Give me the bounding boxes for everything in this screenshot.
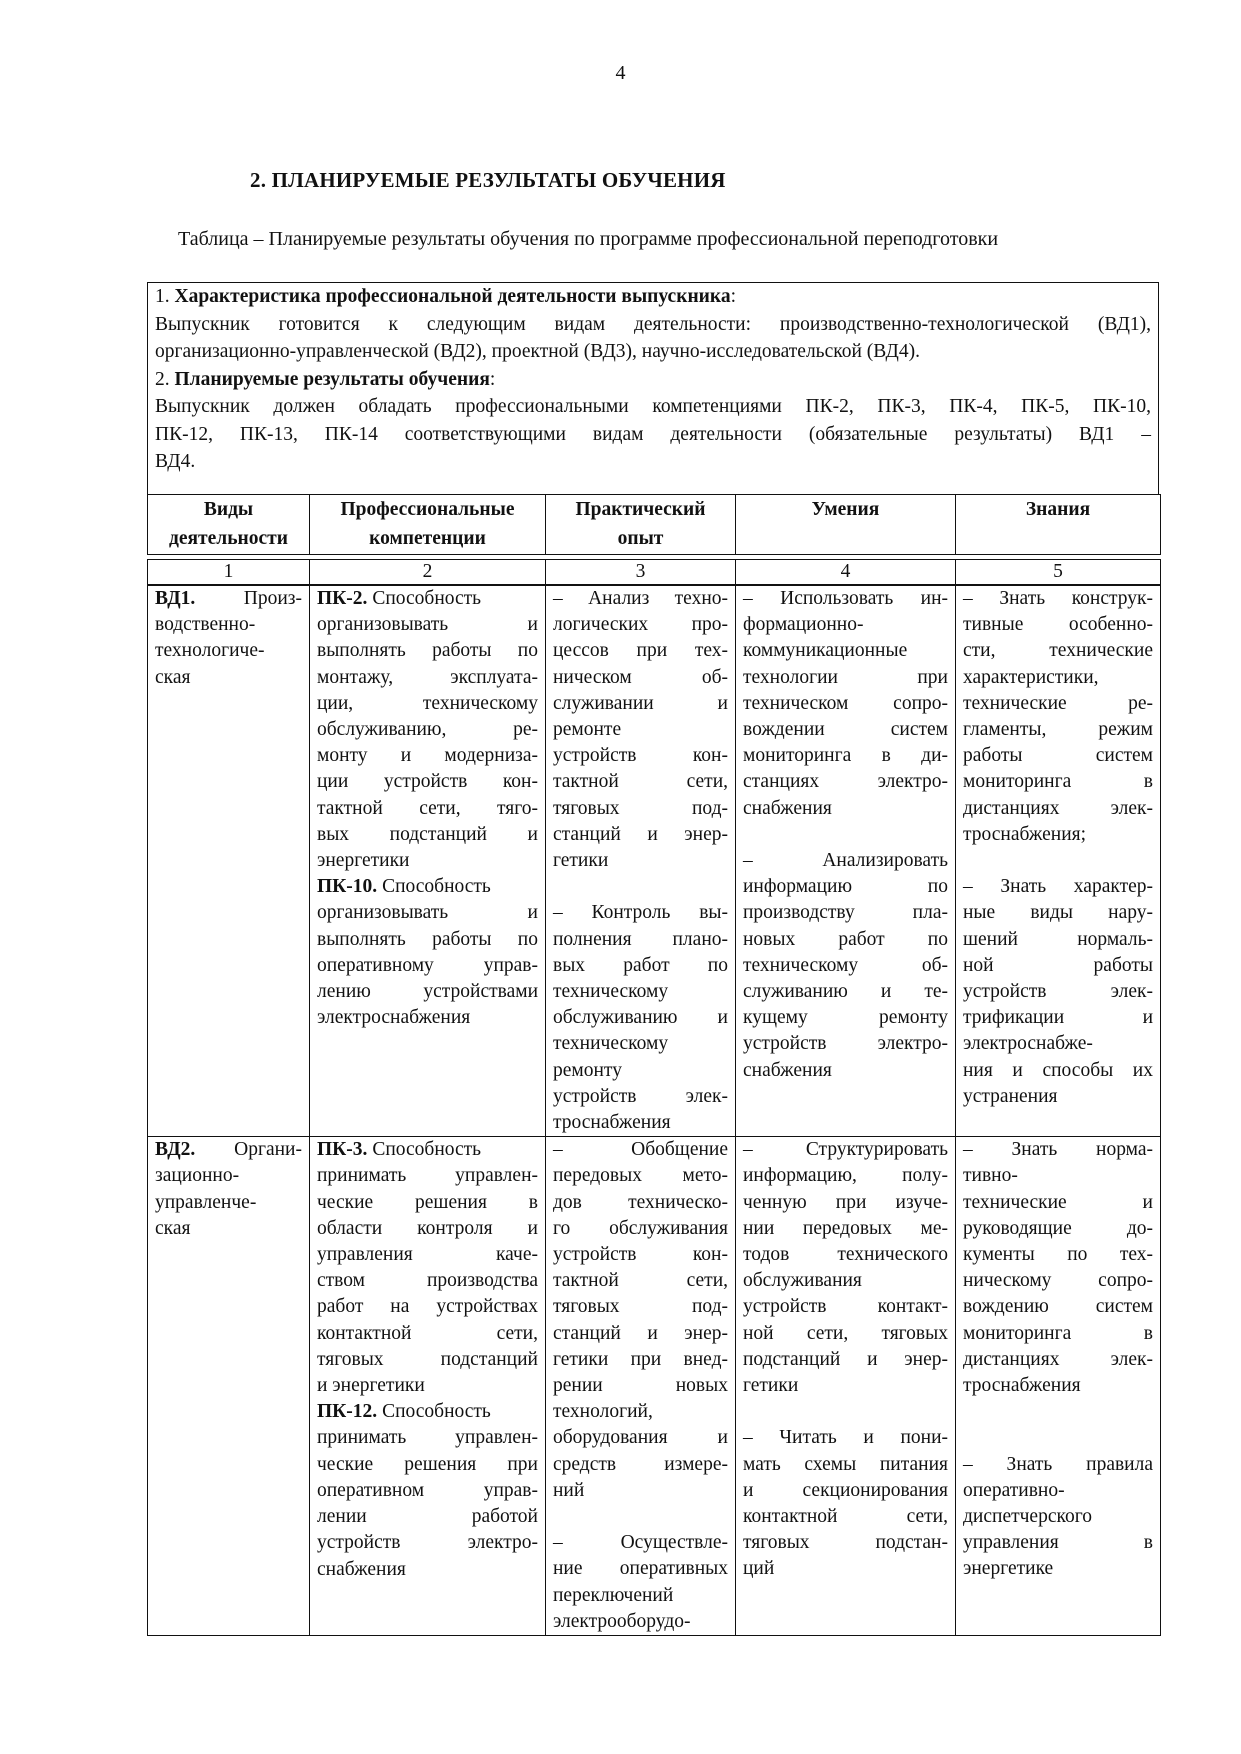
cell-text-line: шений нормаль- <box>963 928 1153 950</box>
knowledge-cell <box>956 586 1161 1137</box>
competence-text-line: принимать управлен- <box>317 1427 538 1449</box>
competence-text-line: оперативному управ- <box>317 954 538 976</box>
cell-text-line: – Знать правила <box>963 1453 1153 1475</box>
cell-text-line: сти, технические <box>963 640 1153 662</box>
cell-text-line: обслуживания <box>743 1270 862 1292</box>
table-caption: Таблица – Планируемые результаты обучения по программе профессиональной переподготовки <box>178 228 999 250</box>
cell-text-line: передовых мето- <box>553 1165 728 1187</box>
cell-text-line: обслуживанию и <box>553 1007 728 1029</box>
cell-text-line: тивные особенно- <box>963 614 1153 636</box>
cell-text-line: гетики при внед- <box>553 1348 728 1370</box>
paragraph-gap <box>963 848 1153 874</box>
cell-text-line: вождению систем <box>963 1296 1153 1318</box>
activity-name-part: Органи- <box>195 1139 302 1161</box>
header-practical-experience: Практический опыт <box>546 495 736 555</box>
cell-text-line: рении новых <box>553 1375 728 1397</box>
cell-text-line: мать схемы питания <box>743 1453 948 1475</box>
column-number: 2 <box>310 560 546 585</box>
competence-text-line: снабжения <box>317 1558 406 1580</box>
cell-text-line: кументы по тех- <box>963 1244 1153 1266</box>
item1-number: 1. <box>155 286 175 307</box>
cell-text-line: снабжения <box>743 797 832 819</box>
competence-text-line: ции устройств кон- <box>317 771 538 793</box>
competence-text-line: лении работой <box>317 1506 538 1528</box>
cell-text-line: служивании и <box>553 692 728 714</box>
page-number: 4 <box>615 62 626 84</box>
cell-text-line: информацию по <box>743 876 948 898</box>
cell-text-line: коммуникационные <box>743 640 908 662</box>
column-number: 5 <box>956 560 1161 585</box>
cell-text-line: – Использовать ин- <box>743 588 948 609</box>
cell-text-line: гламенты, режим <box>963 719 1153 741</box>
competence-text-line: ческие решения при <box>317 1453 538 1475</box>
cell-text-line: служиванию и те- <box>743 981 948 1003</box>
cell-text-line: станциях электро- <box>743 771 948 793</box>
cell-text-line: ническом об- <box>553 666 728 688</box>
cell-text-line: – Знать норма- <box>963 1139 1153 1161</box>
cell-text-line: – Анализ техно- <box>553 588 728 609</box>
cell-text-line: ническому сопро- <box>963 1270 1153 1292</box>
competence-text-line: тактной сети, тяго- <box>317 797 538 819</box>
cell-text-line: оборудования и <box>553 1427 728 1449</box>
knowledge-cell <box>956 1137 1161 1636</box>
cell-text-line: ремонту <box>553 1059 622 1081</box>
cell-text-line: полнения плано- <box>553 928 728 950</box>
cell-text-line: троснабжения <box>553 1112 671 1134</box>
cell-text-line: ные виды нару- <box>963 902 1153 924</box>
cell-text-line: мониторинга в <box>963 1322 1153 1344</box>
competence-text-line: выполнять работы по <box>317 640 538 662</box>
cell-text-line: тивно- <box>963 1165 1018 1187</box>
cell-text-line: дистанциях элек- <box>963 1348 1153 1370</box>
activity-name-line: ская <box>155 666 191 688</box>
competences-cell <box>310 586 546 1137</box>
cell-text-line: – Осуществле- <box>553 1532 728 1554</box>
competence-first-line <box>317 1137 538 1163</box>
cell-text-line: устройств элек- <box>963 981 1153 1003</box>
competence-text-line: организовывать и <box>317 614 538 636</box>
cell-text-line: информацию, полу- <box>743 1165 948 1187</box>
item2-colon: : <box>489 368 496 390</box>
cell-text-line: оперативно- <box>963 1479 1065 1501</box>
cell-text-line: техническому <box>553 981 669 1003</box>
competence-text-line: вых подстанций и <box>317 823 538 845</box>
cell-text-line: троснабжения; <box>963 823 1087 845</box>
cell-text-line: цессов при тех- <box>553 640 728 662</box>
item2-text-line: ВД4. <box>155 451 196 472</box>
cell-text-line: вых работ по <box>553 954 728 976</box>
item2-text-line: Выпускник должен обладать профессиональными компетенциями ПК-2, ПК-3, ПК-4, ПК-5, ПК-10, <box>155 396 1151 417</box>
activity-name-line: водственно- <box>155 614 256 636</box>
cell-text-line: ций <box>743 1558 775 1580</box>
cell-text-line: ной работы <box>963 954 1153 976</box>
cell-text-line: тактной сети, <box>553 771 728 793</box>
cell-text-line: переключений <box>553 1584 674 1606</box>
cell-text-line: устранения <box>963 1085 1058 1107</box>
cell-text-line: технические ре- <box>963 692 1153 714</box>
skills-cell <box>736 586 956 1137</box>
competence-text-line: контактной сети, <box>317 1322 538 1344</box>
competence-text-line: ческие решения в <box>317 1191 538 1213</box>
cell-text-line: тяговых под- <box>553 797 728 819</box>
activity-code: ВД1. <box>155 588 196 609</box>
cell-text-line: – Обобщение <box>553 1139 728 1161</box>
cell-text-line: – Читать и пони- <box>743 1427 948 1449</box>
competence-text-line: энергетики <box>317 850 410 872</box>
results-table-body <box>147 585 1161 1636</box>
cell-text-line: устройств контакт- <box>743 1296 948 1318</box>
cell-text-line: устройств элек- <box>553 1085 728 1107</box>
cell-text-line: логических про- <box>553 614 728 636</box>
paragraph-gap <box>553 1504 728 1530</box>
cell-text-line: тодов технического <box>743 1244 948 1266</box>
competence-text-line: ции, техническому <box>317 692 538 714</box>
competence-text-line: обслуживанию, ре- <box>317 719 538 741</box>
competence-text: Способность <box>367 1139 482 1161</box>
competence-code: ПК-12. <box>317 1401 378 1423</box>
item2-heading-line <box>155 366 1151 394</box>
cell-text-line: троснабжения <box>963 1375 1081 1397</box>
competence-code: ПК-3. <box>317 1139 368 1161</box>
cell-text-line: – Знать конструк- <box>963 588 1153 609</box>
competence-text-line: монту и модерниза- <box>317 745 538 767</box>
cell-text-line: ной сети, тяговых <box>743 1322 948 1344</box>
activity-name-line: технологиче- <box>155 640 265 662</box>
competence-text-line: электроснабжения <box>317 1007 471 1029</box>
competence-text-line: выполнять работы по <box>317 928 538 950</box>
competence-first-line <box>317 586 538 612</box>
cell-text-line: вождении систем <box>743 719 948 741</box>
competence-text-line: работ на устройствах <box>317 1296 538 1318</box>
activity-first-line <box>155 586 302 612</box>
competence-text-line: управления каче- <box>317 1244 538 1266</box>
competences-cell <box>310 1137 546 1636</box>
cell-text-line: – Структурировать <box>743 1139 948 1161</box>
competence-text: Способность <box>377 1401 491 1423</box>
item2-text-line: ПК-12, ПК-13, ПК-14 соответствующими видам деятельности (обязательные результаты) ВД1 – <box>155 423 1151 445</box>
cell-text-line: техническом сопро- <box>743 692 948 714</box>
cell-text-line: руководящие до- <box>963 1217 1153 1239</box>
cell-text-line: трификации и <box>963 1007 1153 1029</box>
cell-text-line: работы систем <box>963 745 1153 767</box>
cell-text-line: – Знать характер- <box>963 876 1153 898</box>
header-professional-competences: Профессиональные компетенции <box>310 495 546 555</box>
competence-first-line <box>317 1399 538 1425</box>
competence-text-line: организовывать и <box>317 902 538 924</box>
cell-text-line: – Контроль вы- <box>553 902 728 924</box>
cell-text-line: технологии при <box>743 666 948 688</box>
paragraph-gap <box>553 874 728 900</box>
cell-text-line: управления в <box>963 1532 1153 1554</box>
cell-text-line: гетики <box>553 850 609 872</box>
competence-text: Способность <box>377 876 491 898</box>
cell-text-line: техническому <box>553 1033 669 1055</box>
paragraph-gap <box>963 1425 1153 1451</box>
cell-text-line: технические и <box>963 1191 1153 1213</box>
cell-text-line: характеристики, <box>963 666 1099 688</box>
cell-text-line: контактной сети, <box>743 1506 948 1528</box>
paragraph-gap <box>743 822 948 848</box>
cell-text-line: мониторинга в ди- <box>743 745 948 767</box>
practical-experience-cell <box>546 586 736 1137</box>
competence-text-line: области контроля и <box>317 1217 538 1239</box>
competence-text-line: принимать управлен- <box>317 1165 538 1187</box>
cell-text-line: технологий, <box>553 1401 653 1423</box>
cell-text-line: подстанций и энер- <box>743 1348 948 1370</box>
activity-type-cell <box>148 586 310 1137</box>
competence-text-line: оперативном управ- <box>317 1479 538 1501</box>
item1-heading-line <box>155 283 1151 311</box>
competence-text-line: и энергетики <box>317 1375 425 1397</box>
competence-text: Способность <box>367 588 482 609</box>
cell-text-line: кущему ремонту <box>743 1007 948 1029</box>
cell-text-line: тактной сети, <box>553 1270 728 1292</box>
cell-text-line: формационно- <box>743 614 864 636</box>
item1-text-line: организационно-управленческой (ВД2), проектной (ВД3), научно-исследовательской (ВД4). <box>155 341 920 362</box>
item2-heading: Планируемые результаты обучения <box>174 368 490 390</box>
cell-text-line: мониторинга в <box>963 771 1153 793</box>
header-skills: Умения <box>736 495 956 555</box>
cell-text-line: гетики <box>743 1375 799 1397</box>
program-characteristics-box <box>147 282 1159 494</box>
item1-text-line: Выпускник готовится к следующим видам деятельности: производственно-технологической (ВД1), <box>155 313 1151 335</box>
activity-name-line: зационно- <box>155 1165 240 1187</box>
cell-text-line: техническому об- <box>743 954 948 976</box>
cell-text-line: ние оперативных <box>553 1558 728 1580</box>
table-row <box>148 586 1161 1137</box>
cell-text-line: устройств кон- <box>553 745 728 767</box>
cell-text-line: ченную при изуче- <box>743 1191 948 1213</box>
cell-text-line: дистанциях элек- <box>963 797 1153 819</box>
header-knowledge: Знания <box>956 495 1161 555</box>
item1-heading: Характеристика профессиональной деятельности выпускника <box>174 286 731 307</box>
column-numbers-row <box>147 559 1161 585</box>
cell-text-line: ремонте <box>553 719 622 741</box>
cell-text-line: дов техническо- <box>553 1191 728 1213</box>
cell-text-line: производству пла- <box>743 902 948 924</box>
item1-colon: : <box>730 286 737 307</box>
cell-text-line: – Анализировать <box>743 850 948 872</box>
activity-first-line <box>155 1137 302 1163</box>
competence-text-line: лению устройствами <box>317 981 538 1003</box>
competence-text-line: ством производства <box>317 1270 538 1292</box>
cell-text-line: го обслуживания <box>553 1217 728 1239</box>
column-number: 4 <box>736 560 956 585</box>
cell-text-line: новых работ по <box>743 928 948 950</box>
cell-text-line: устройств кон- <box>553 1244 728 1266</box>
cell-text-line: тяговых под- <box>553 1296 728 1318</box>
cell-text-line: устройств электро- <box>743 1033 948 1055</box>
competence-code: ПК-10. <box>317 876 378 898</box>
cell-text-line: нии передовых ме- <box>743 1217 948 1239</box>
section-title: 2. ПЛАНИРУЕМЫЕ РЕЗУЛЬТАТЫ ОБУЧЕНИЯ <box>250 168 726 192</box>
cell-text-line: электрооборудо- <box>553 1610 691 1632</box>
competence-first-line <box>317 874 538 900</box>
activity-name-part: Произ- <box>195 588 302 609</box>
table-row <box>148 1137 1161 1636</box>
competence-text-line: монтажу, эксплуата- <box>317 666 538 688</box>
cell-text-line: тяговых подстан- <box>743 1532 948 1554</box>
activity-name-line: ская <box>155 1217 191 1239</box>
cell-text-line: энергетике <box>963 1558 1054 1580</box>
cell-text-line: и секционирования <box>743 1479 948 1501</box>
cell-text-line: станций и энер- <box>553 823 728 845</box>
cell-text-line: электроснабже- <box>963 1033 1093 1055</box>
cell-text-line: средств измере- <box>553 1453 728 1475</box>
activity-code: ВД2. <box>155 1139 196 1161</box>
competence-text-line: устройств электро- <box>317 1532 538 1554</box>
column-number: 1 <box>148 560 310 585</box>
item2-number: 2. <box>155 368 175 390</box>
activity-type-cell <box>148 1137 310 1636</box>
column-number: 3 <box>546 560 736 585</box>
skills-cell <box>736 1137 956 1636</box>
header-activity-types: Виды деятельности <box>148 495 310 555</box>
cell-text-line: снабжения <box>743 1059 832 1081</box>
activity-name-line: управленче- <box>155 1191 257 1213</box>
competence-code: ПК-2. <box>317 588 368 609</box>
practical-experience-cell <box>546 1137 736 1636</box>
cell-text-line: ний <box>553 1479 585 1501</box>
paragraph-gap <box>963 1399 1153 1425</box>
cell-text-line: ния и способы их <box>963 1059 1153 1081</box>
results-table-header <box>147 494 1161 555</box>
paragraph-gap <box>743 1399 948 1425</box>
competence-text-line: тяговых подстанций <box>317 1348 538 1370</box>
cell-text-line: станций и энер- <box>553 1322 728 1344</box>
cell-text-line: диспетчерского <box>963 1506 1092 1528</box>
